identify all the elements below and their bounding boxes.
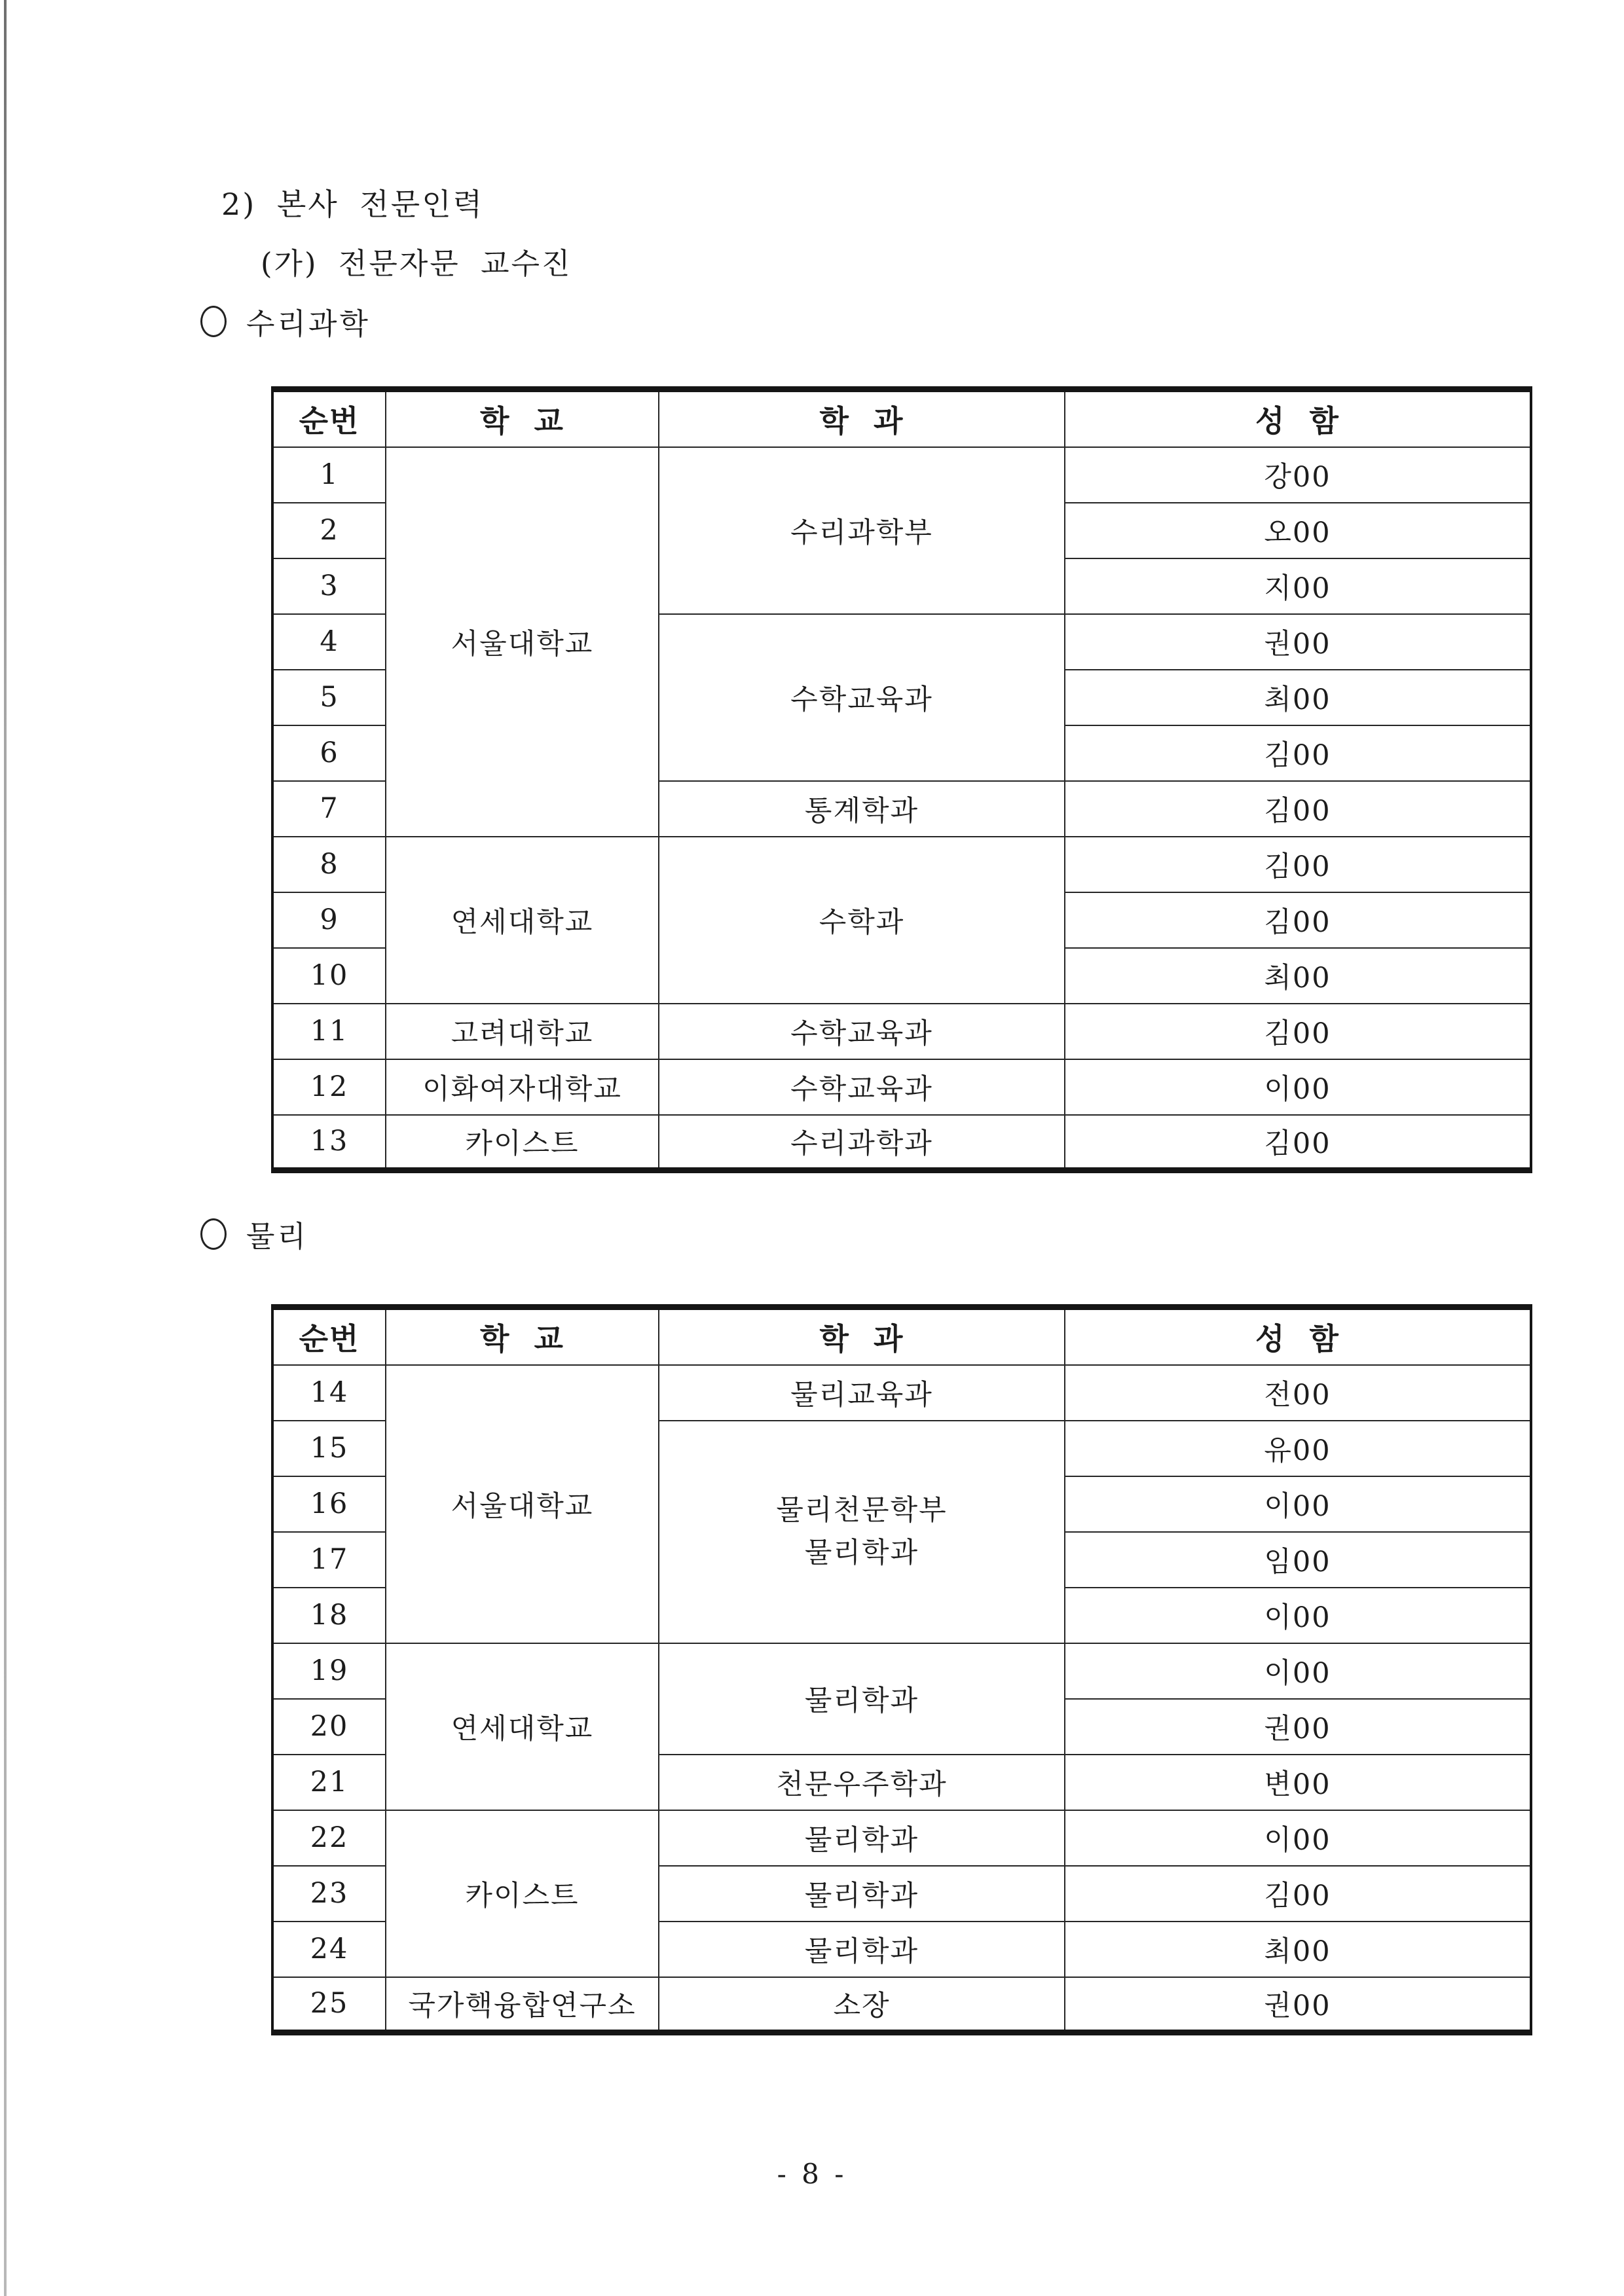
cell-dept: 수학교육과: [659, 1059, 1065, 1115]
cell-name: 이00: [1065, 1643, 1531, 1699]
table-row: [272, 1365, 1531, 1421]
cell-dept: 통계학과: [659, 781, 1065, 837]
cell-dept: 수학교육과: [659, 614, 1065, 781]
cell-no: 8: [272, 837, 386, 892]
cell-name: 김00: [1065, 892, 1531, 948]
cell-name: 임00: [1065, 1532, 1531, 1588]
cell-name: 권00: [1065, 614, 1531, 670]
page-number: - 8 -: [777, 2158, 847, 2190]
scan-edge-artifact: [4, 0, 7, 2296]
header-row: [272, 1307, 1531, 1365]
section-label: 수리과학: [246, 306, 371, 341]
table-row: [272, 447, 1531, 503]
cell-no: 3: [272, 558, 386, 614]
cell-no: 21: [272, 1755, 386, 1810]
cell-no: 24: [272, 1922, 386, 1977]
column-header-name: 성 함: [1065, 1307, 1531, 1365]
cell-no: 22: [272, 1810, 386, 1866]
cell-dept: 수학교육과: [659, 1004, 1065, 1059]
cell-name: 김00: [1065, 1004, 1531, 1059]
cell-no: 1: [272, 447, 386, 503]
cell-name: 권00: [1065, 1699, 1531, 1755]
header-row: [272, 390, 1531, 447]
cell-no: 4: [272, 614, 386, 670]
table-row: [272, 1643, 1531, 1699]
cell-dept: 수학과: [659, 837, 1065, 1004]
cell-no: 20: [272, 1699, 386, 1755]
cell-school: 카이스트: [386, 1115, 659, 1171]
cell-no: 16: [272, 1476, 386, 1532]
cell-name: 김00: [1065, 1866, 1531, 1922]
cell-dept: 천문우주학과: [659, 1755, 1065, 1810]
column-header-school: 학 교: [386, 390, 659, 447]
section-math-science: [200, 300, 371, 342]
cell-name: 김00: [1065, 781, 1531, 837]
cell-name: 지00: [1065, 558, 1531, 614]
cell-no: 14: [272, 1365, 386, 1421]
cell-name: 강00: [1065, 447, 1531, 503]
cell-name: 이00: [1065, 1476, 1531, 1532]
cell-dept: 소장: [659, 1977, 1065, 2033]
table-row: [272, 1059, 1531, 1115]
cell-no: 11: [272, 1004, 386, 1059]
cell-name: 전00: [1065, 1365, 1531, 1421]
cell-no: 10: [272, 948, 386, 1004]
cell-school: 서울대학교: [386, 1365, 659, 1643]
cell-no: 25: [272, 1977, 386, 2033]
table-row: [272, 837, 1531, 892]
table-row: [272, 1115, 1531, 1171]
cell-no: 19: [272, 1643, 386, 1699]
cell-dept: 물리교육과: [659, 1365, 1065, 1421]
cell-school: 연세대학교: [386, 837, 659, 1004]
cell-name: 유00: [1065, 1421, 1531, 1476]
heading-level1: 2) 본사 전문인력: [221, 187, 485, 222]
cell-no: 12: [272, 1059, 386, 1115]
table-row: [272, 1810, 1531, 1866]
cell-no: 23: [272, 1866, 386, 1922]
cell-name: 최00: [1065, 670, 1531, 725]
cell-name: 김00: [1065, 725, 1531, 781]
column-header-no: 순번: [272, 390, 386, 447]
cell-no: 13: [272, 1115, 386, 1171]
cell-dept-line2: 물리학과: [804, 1536, 919, 1569]
cell-name: 이00: [1065, 1059, 1531, 1115]
physics-table: [271, 1304, 1532, 2035]
table-row: [272, 1977, 1531, 2033]
cell-dept-line1: 물리천문학부: [776, 1494, 948, 1527]
section-label: 물리: [246, 1219, 308, 1254]
cell-dept: 물리학과: [659, 1922, 1065, 1977]
cell-school: 연세대학교: [386, 1643, 659, 1810]
column-header-name: 성 함: [1065, 390, 1531, 447]
cell-no: 6: [272, 725, 386, 781]
column-header-no: 순번: [272, 1307, 386, 1365]
section-physics: [200, 1212, 308, 1255]
cell-name: 이00: [1065, 1588, 1531, 1643]
cell-name: 최00: [1065, 948, 1531, 1004]
cell-dept: 물리학과: [659, 1866, 1065, 1922]
cell-no: 15: [272, 1421, 386, 1476]
cell-no: 17: [272, 1532, 386, 1588]
cell-name: 변00: [1065, 1755, 1531, 1810]
cell-name: 권00: [1065, 1977, 1531, 2033]
cell-no: 5: [272, 670, 386, 725]
cell-dept: 수리과학부: [659, 447, 1065, 614]
cell-name: 이00: [1065, 1810, 1531, 1866]
column-header-school: 학 교: [386, 1307, 659, 1365]
cell-name: 김00: [1065, 1115, 1531, 1171]
cell-school: 카이스트: [386, 1810, 659, 1977]
cell-dept: 물리학과: [659, 1810, 1065, 1866]
table-row: [272, 1004, 1531, 1059]
column-header-dept: 학 과: [659, 390, 1065, 447]
cell-no: 7: [272, 781, 386, 837]
cell-dept: 수리과학과: [659, 1115, 1065, 1171]
cell-school: 이화여자대학교: [386, 1059, 659, 1115]
cell-school: 국가핵융합연구소: [386, 1977, 659, 2033]
cell-dept: 물리학과: [659, 1643, 1065, 1755]
circle-bullet-icon: [200, 306, 227, 337]
cell-name: 오00: [1065, 503, 1531, 558]
math-science-table: [271, 386, 1532, 1173]
cell-no: 9: [272, 892, 386, 948]
cell-no: 2: [272, 503, 386, 558]
cell-dept: [659, 1421, 1065, 1643]
cell-school: 고려대학교: [386, 1004, 659, 1059]
cell-school: 서울대학교: [386, 447, 659, 837]
cell-name: 김00: [1065, 837, 1531, 892]
cell-no: 18: [272, 1588, 386, 1643]
heading-level2: (가) 전문자문 교수진: [261, 246, 572, 281]
circle-bullet-icon: [200, 1218, 227, 1250]
column-header-dept: 학 과: [659, 1307, 1065, 1365]
cell-name: 최00: [1065, 1922, 1531, 1977]
